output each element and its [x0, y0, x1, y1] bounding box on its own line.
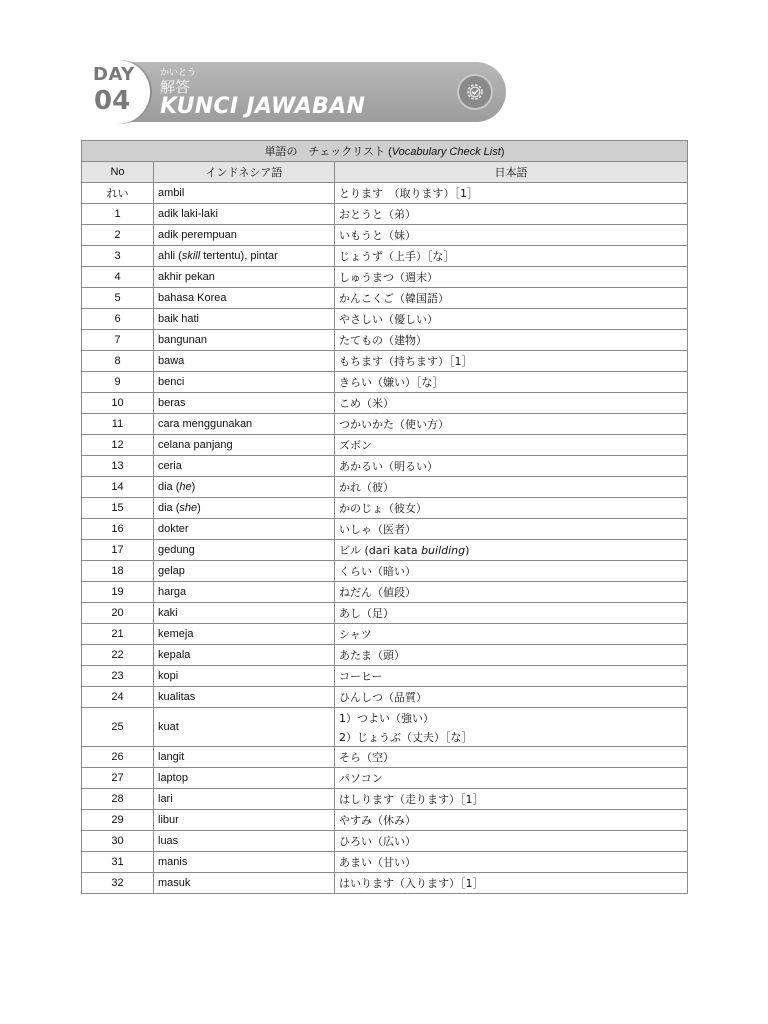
- row-number: 11: [82, 414, 154, 435]
- vocabulary-table: [81, 140, 688, 894]
- indonesian-word: beras: [154, 393, 335, 414]
- japanese-word: パソコン: [335, 768, 688, 789]
- table-row: [82, 540, 688, 561]
- indonesian-word: adik perempuan: [154, 225, 335, 246]
- row-number: 19: [82, 582, 154, 603]
- indonesian-word: lari: [154, 789, 335, 810]
- indonesian-word: kopi: [154, 666, 335, 687]
- row-number: 28: [82, 789, 154, 810]
- indonesian-word: langit: [154, 747, 335, 768]
- row-number: 3: [82, 246, 154, 267]
- indonesian-word: cara menggunakan: [154, 414, 335, 435]
- row-number: 18: [82, 561, 154, 582]
- row-number: 14: [82, 477, 154, 498]
- table-row: [82, 267, 688, 288]
- row-number: 8: [82, 351, 154, 372]
- indonesian-word: kemeja: [154, 624, 335, 645]
- indonesian-word: bahasa Korea: [154, 288, 335, 309]
- indonesian-word: baik hati: [154, 309, 335, 330]
- row-number: 7: [82, 330, 154, 351]
- table-row: [82, 624, 688, 645]
- japanese-word: つかいかた（使い方）: [335, 414, 688, 435]
- indonesian-word: akhir pekan: [154, 267, 335, 288]
- table-row: [82, 435, 688, 456]
- row-number: 10: [82, 393, 154, 414]
- table-row: [82, 645, 688, 666]
- row-number: 6: [82, 309, 154, 330]
- table-row: [82, 414, 688, 435]
- table-row: [82, 852, 688, 873]
- row-number: 4: [82, 267, 154, 288]
- row-number: 17: [82, 540, 154, 561]
- table-row: [82, 372, 688, 393]
- row-number: 13: [82, 456, 154, 477]
- checkmark-gear-icon: [459, 76, 491, 108]
- table-header-row: [82, 162, 688, 183]
- indonesian-word: ceria: [154, 456, 335, 477]
- japanese-word: シャツ: [335, 624, 688, 645]
- table-row: [82, 288, 688, 309]
- table-row: [82, 561, 688, 582]
- japanese-word: かんこくご（韓国語）: [335, 288, 688, 309]
- column-header-indonesian: インドネシア語: [154, 162, 335, 183]
- row-number: 27: [82, 768, 154, 789]
- indonesian-word: kualitas: [154, 687, 335, 708]
- japanese-word: くらい（暗い）: [335, 561, 688, 582]
- japanese-word: やすみ（休み）: [335, 810, 688, 831]
- column-header-japanese: 日本語: [335, 162, 688, 183]
- table-row: [82, 582, 688, 603]
- table-row: [82, 330, 688, 351]
- row-number: 23: [82, 666, 154, 687]
- indonesian-word: benci: [154, 372, 335, 393]
- japanese-word: やさしい（優しい）: [335, 309, 688, 330]
- indonesian-word: libur: [154, 810, 335, 831]
- indonesian-word: dia (she): [154, 498, 335, 519]
- furigana-reading: かいとう: [160, 68, 197, 78]
- indonesian-word: luas: [154, 831, 335, 852]
- row-number: 25: [82, 708, 154, 747]
- indonesian-word: celana panjang: [154, 435, 335, 456]
- japanese-word: あまい（甘い）: [335, 852, 688, 873]
- indonesian-word: kaki: [154, 603, 335, 624]
- indonesian-word: gelap: [154, 561, 335, 582]
- japanese-word: あかるい（明るい）: [335, 456, 688, 477]
- row-number: 30: [82, 831, 154, 852]
- row-number: 26: [82, 747, 154, 768]
- japanese-word: しゅうまつ（週末）: [335, 267, 688, 288]
- indonesian-word: kepala: [154, 645, 335, 666]
- row-number: 16: [82, 519, 154, 540]
- indonesian-word: manis: [154, 852, 335, 873]
- table-row: [82, 498, 688, 519]
- table-row: [82, 666, 688, 687]
- row-number: 5: [82, 288, 154, 309]
- row-number: 12: [82, 435, 154, 456]
- japanese-word: こめ（米）: [335, 393, 688, 414]
- table-row: [82, 456, 688, 477]
- row-number: 32: [82, 873, 154, 894]
- japanese-word: じょうず（上手）［な］: [335, 246, 688, 267]
- japanese-word: ねだん（値段）: [335, 582, 688, 603]
- table-row: [82, 351, 688, 372]
- japanese-word: いもうと（妹）: [335, 225, 688, 246]
- indonesian-word: dokter: [154, 519, 335, 540]
- table-row: [82, 747, 688, 768]
- japanese-word: はいります（入ります）［1］: [335, 873, 688, 894]
- japanese-word: そら（空）: [335, 747, 688, 768]
- row-number: 29: [82, 810, 154, 831]
- table-row: [82, 768, 688, 789]
- table-row: [82, 603, 688, 624]
- japanese-word: あたま（頭）: [335, 645, 688, 666]
- table-row: [82, 831, 688, 852]
- japanese-word: ひんしつ（品質）: [335, 687, 688, 708]
- row-number: 2: [82, 225, 154, 246]
- japanese-word: ビル (dari kata building): [335, 540, 688, 561]
- japanese-word: はしります（走ります）［1］: [335, 789, 688, 810]
- japanese-word: あし（足）: [335, 603, 688, 624]
- indonesian-word: ahli (skill tertentu), pintar: [154, 246, 335, 267]
- table-row: [82, 393, 688, 414]
- day-number: 04: [94, 86, 131, 116]
- table-caption: 単語の チェックリスト (Vocabulary Check List): [82, 141, 688, 162]
- japanese-word: コーヒー: [335, 666, 688, 687]
- japanese-word: かのじょ（彼女）: [335, 498, 688, 519]
- page-title: KUNCI JAWABAN: [160, 94, 366, 119]
- row-number: 21: [82, 624, 154, 645]
- japanese-word: きらい（嫌い）［な］: [335, 372, 688, 393]
- row-number: れい: [82, 183, 154, 204]
- column-header-no: No: [82, 162, 154, 183]
- table-row: [82, 246, 688, 267]
- japanese-word: ズボン: [335, 435, 688, 456]
- table-row: [82, 519, 688, 540]
- table-row: [82, 183, 688, 204]
- japanese-word: とります （取ります）［1］: [335, 183, 688, 204]
- indonesian-word: kuat: [154, 708, 335, 747]
- indonesian-word: harga: [154, 582, 335, 603]
- table-row: [82, 687, 688, 708]
- japanese-word: いしゃ（医者）: [335, 519, 688, 540]
- row-number: 1: [82, 204, 154, 225]
- japanese-word: おとうと（弟）: [335, 204, 688, 225]
- indonesian-word: bangunan: [154, 330, 335, 351]
- table-row: [82, 708, 688, 747]
- row-number: 9: [82, 372, 154, 393]
- day-label: DAY: [93, 64, 135, 85]
- row-number: 24: [82, 687, 154, 708]
- row-number: 31: [82, 852, 154, 873]
- table-row: [82, 810, 688, 831]
- indonesian-word: laptop: [154, 768, 335, 789]
- row-number: 15: [82, 498, 154, 519]
- indonesian-word: dia (he): [154, 477, 335, 498]
- kanji-title: 解答: [160, 78, 191, 96]
- table-row: [82, 225, 688, 246]
- table-body: [82, 183, 688, 894]
- row-number: 22: [82, 645, 154, 666]
- table-row: [82, 309, 688, 330]
- japanese-word: かれ（彼）: [335, 477, 688, 498]
- japanese-word: 1）つよい（強い） 2）じょうぶ（丈夫）［な］: [335, 708, 688, 747]
- row-number: 20: [82, 603, 154, 624]
- table-row: [82, 789, 688, 810]
- table-row: [82, 873, 688, 894]
- table-caption-row: [82, 141, 688, 162]
- japanese-word: ひろい（広い）: [335, 831, 688, 852]
- indonesian-word: gedung: [154, 540, 335, 561]
- japanese-word: たてもの（建物）: [335, 330, 688, 351]
- indonesian-word: adik laki-laki: [154, 204, 335, 225]
- table-row: [82, 477, 688, 498]
- indonesian-word: ambil: [154, 183, 335, 204]
- table-row: [82, 204, 688, 225]
- indonesian-word: bawa: [154, 351, 335, 372]
- japanese-word: もちます（持ちます）［1］: [335, 351, 688, 372]
- indonesian-word: masuk: [154, 873, 335, 894]
